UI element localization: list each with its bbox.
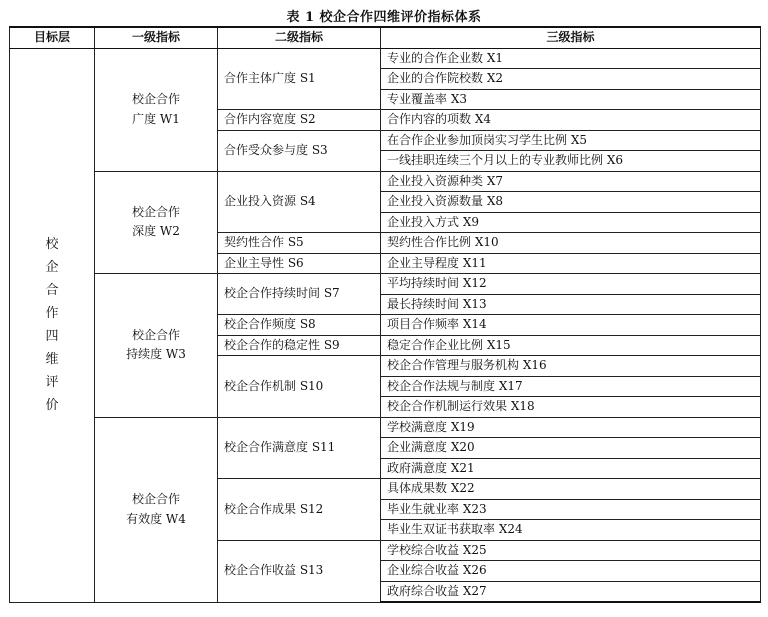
table-row: [10, 171, 761, 192]
level3-cell: 专业覆盖率 X3: [381, 89, 761, 110]
table-row: [10, 48, 761, 69]
level2-cell-s9: 校企合作的稳定性 S9: [218, 335, 381, 356]
level1-cell-w1: [95, 48, 218, 171]
level2-cell-s5: 契约性合作 S5: [218, 233, 381, 254]
level1-line2: 持续度 W3: [126, 347, 186, 362]
level3-cell: 在合作企业参加顶岗实习学生比例 X5: [381, 130, 761, 151]
level3-cell: 专业的合作企业数 X1: [381, 48, 761, 69]
level2-cell-s7: 校企合作持续时间 S7: [218, 274, 381, 315]
level3-cell: 具体成果数 X22: [381, 479, 761, 500]
level2-cell-s12: 校企合作成果 S12: [218, 479, 381, 541]
level3-cell: 政府满意度 X21: [381, 458, 761, 479]
level2-cell-s2: 合作内容宽度 S2: [218, 110, 381, 131]
level1-cell-w4: [95, 417, 218, 602]
header-level3: 三级指标: [381, 27, 761, 48]
level3-cell: 最长持续时间 X13: [381, 294, 761, 315]
level1-line2: 广度 W1: [132, 111, 180, 126]
level3-cell: 企业投入资源种类 X7: [381, 171, 761, 192]
level3-cell: 校企合作机制运行效果 X18: [381, 397, 761, 418]
level3-cell: 平均持续时间 X12: [381, 274, 761, 295]
level3-cell: 校企合作法规与制度 X17: [381, 376, 761, 397]
level2-cell-s13: 校企合作收益 S13: [218, 540, 381, 602]
level3-cell: 企业投入方式 X9: [381, 212, 761, 233]
level3-cell: 稳定合作企业比例 X15: [381, 335, 761, 356]
table-row: [10, 274, 761, 295]
goal-cell: [10, 48, 95, 602]
level3-cell: 企业主导程度 X11: [381, 253, 761, 274]
level3-cell: 政府综合收益 X27: [381, 581, 761, 602]
table-caption: 表 1 校企合作四维评价指标体系: [286, 10, 482, 25]
level3-cell: 合作内容的项数 X4: [381, 110, 761, 131]
level2-cell-s1: 合作主体广度 S1: [218, 48, 381, 110]
level3-cell: 校企合作管理与服务机构 X16: [381, 356, 761, 377]
level1-line1: 校企合作: [131, 327, 180, 342]
level3-cell: 毕业生双证书获取率 X24: [381, 520, 761, 541]
level2-cell-s8: 校企合作频度 S8: [218, 315, 381, 336]
level1-line2: 深度 W2: [132, 224, 180, 239]
level1-line2: 有效度 W4: [126, 511, 186, 526]
table-row: [10, 417, 761, 438]
header-level1: 一级指标: [95, 27, 218, 48]
level3-cell: 契约性合作比例 X10: [381, 233, 761, 254]
goal-text: 校企合作四维评价: [45, 237, 59, 413]
level3-cell: 项目合作频率 X14: [381, 315, 761, 336]
level1-line1: 校企合作: [131, 492, 180, 506]
level3-cell: 学校满意度 X19: [381, 417, 761, 438]
header-row: [10, 27, 761, 48]
level2-cell-s6: 企业主导性 S6: [218, 253, 381, 274]
level2-cell-s10: 校企合作机制 S10: [218, 356, 381, 418]
level1-line1: 校企合作: [131, 204, 180, 219]
header-goal: 目标层: [10, 27, 95, 48]
level3-cell: 企业投入资源数量 X8: [381, 192, 761, 213]
level3-cell: 毕业生就业率 X23: [381, 499, 761, 520]
level2-cell-s4: 企业投入资源 S4: [218, 171, 381, 233]
level3-cell: 企业综合收益 X26: [381, 561, 761, 582]
level1-cell-w3: [95, 274, 218, 418]
indicator-table: [9, 26, 761, 603]
header-level2: 二级指标: [218, 27, 381, 48]
level3-cell: 企业满意度 X20: [381, 438, 761, 459]
level2-cell-s3: 合作受众参与度 S3: [218, 130, 381, 171]
level2-cell-s11: 校企合作满意度 S11: [218, 417, 381, 479]
level3-cell: 一线挂职连续三个月以上的专业教师比例 X6: [381, 151, 761, 172]
level1-line1: 校企合作: [131, 92, 180, 106]
level3-cell: 企业的合作院校数 X2: [381, 69, 761, 90]
level1-cell-w2: [95, 171, 218, 274]
level3-cell: 学校综合收益 X25: [381, 540, 761, 561]
